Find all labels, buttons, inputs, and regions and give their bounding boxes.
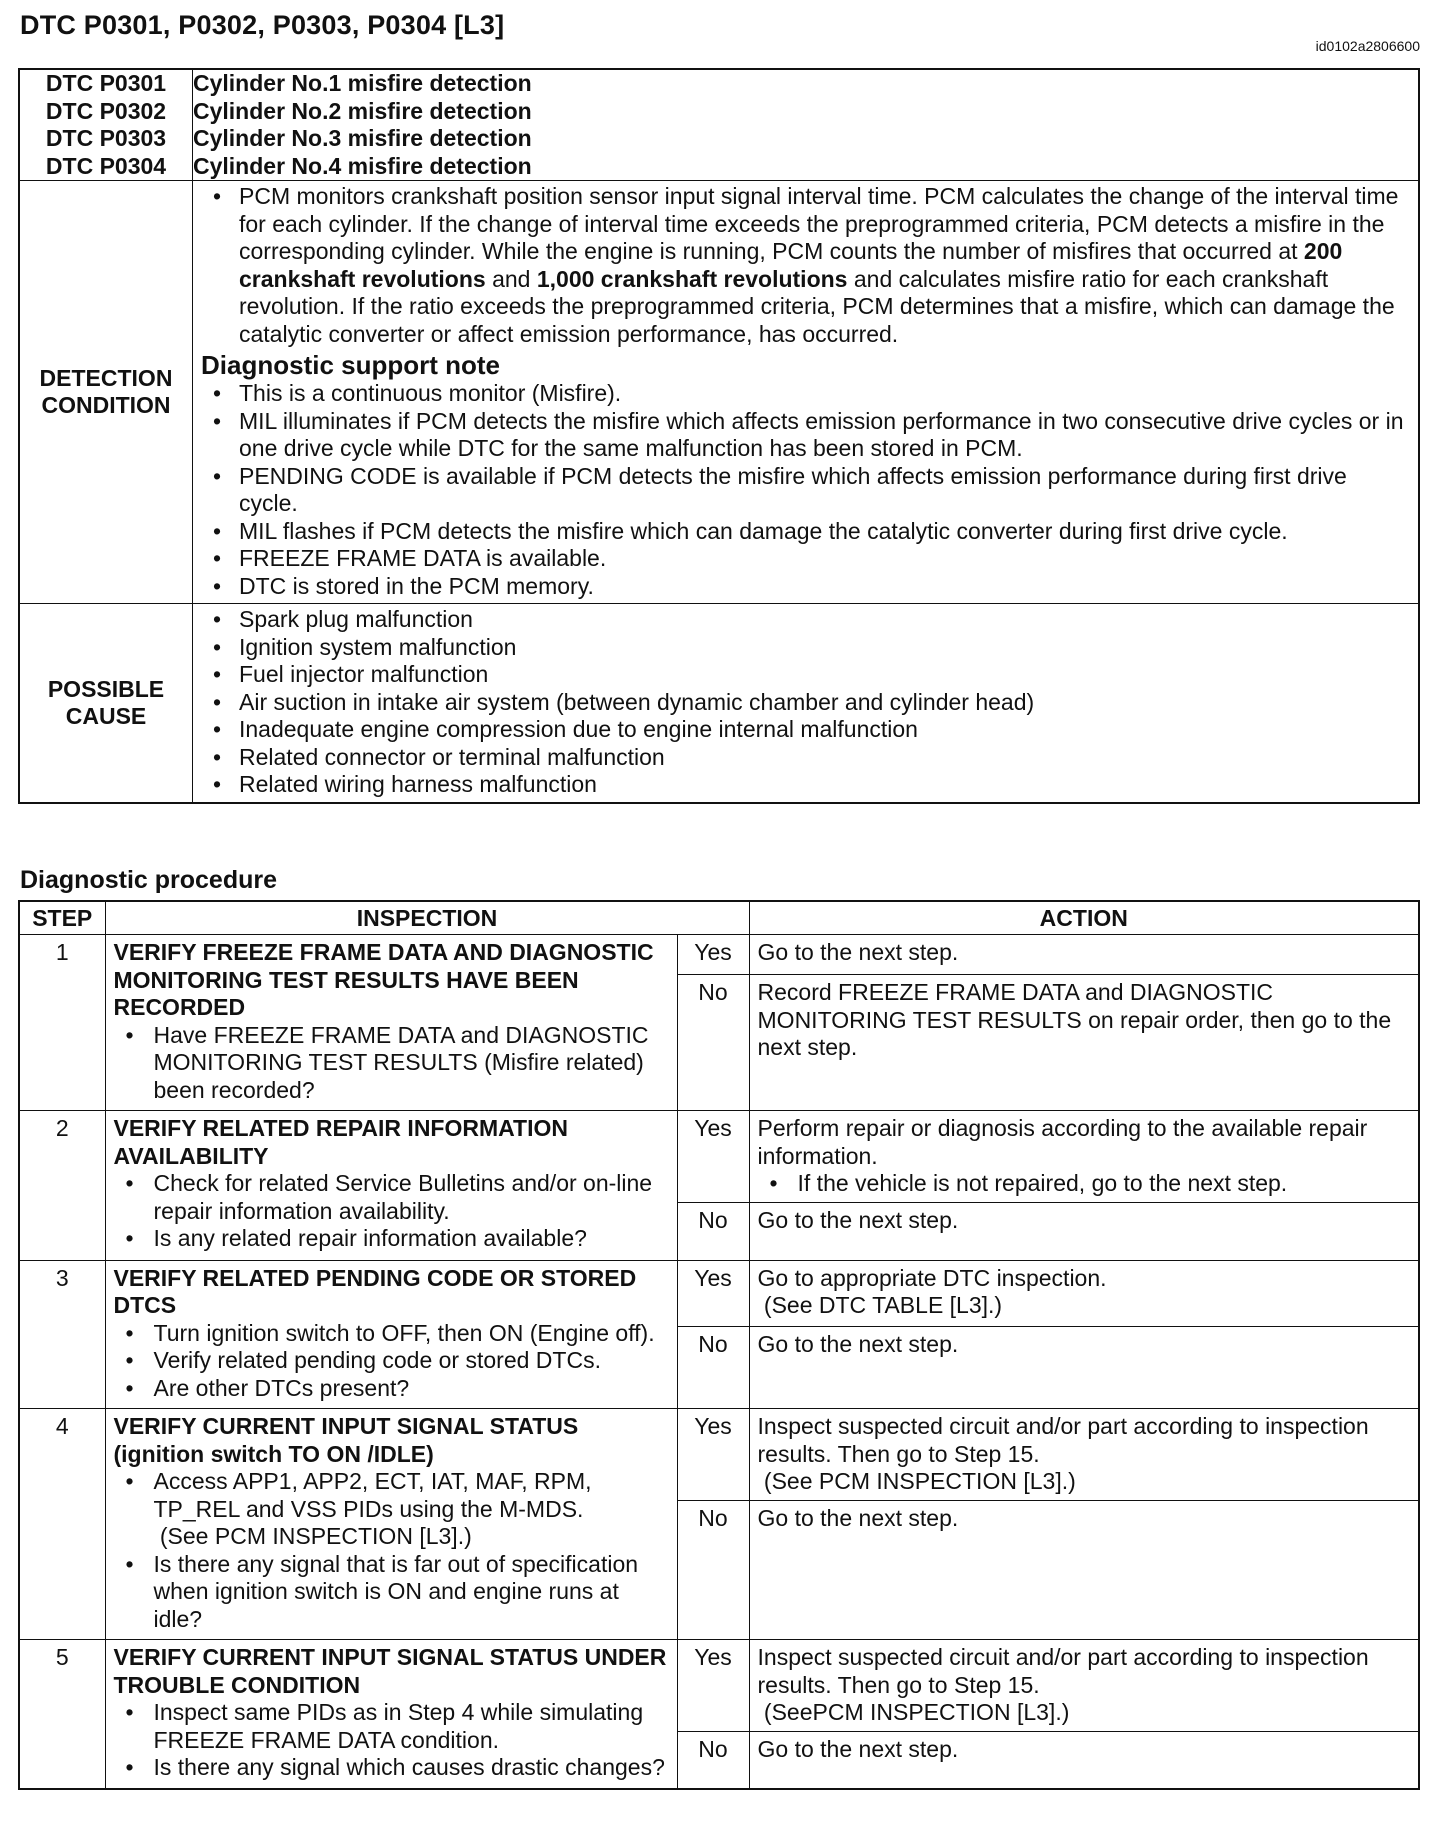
inspection-list <box>114 1699 669 1782</box>
diagnostic-procedure-table <box>18 900 1420 1790</box>
page-title: DTC P0301, P0302, P0303, P0304 [L3] <box>20 10 505 40</box>
step-title: VERIFY RELATED PENDING CODE OR STORED DTCS <box>113 1264 637 1318</box>
dtc-summary-table <box>18 68 1420 804</box>
step-inspection <box>105 1111 677 1261</box>
yes-label: Yes <box>677 1111 749 1203</box>
step-number: 5 <box>19 1640 105 1789</box>
detection-condition-content <box>193 181 1420 604</box>
inspection-item: • Is there any signal that is far out of specification when ignition switch is ON and engine runs at idle? <box>114 1551 669 1634</box>
inspection-item: • Have FREEZE FRAME DATA and DIAGNOSTIC MONITORING TEST RESULTS (Misfire related) been recorded? <box>114 1022 669 1105</box>
inspection-list <box>114 1022 669 1105</box>
action-reference: (See DTC TABLE [L3].) <box>757 1292 1003 1318</box>
cause-item: • Inadequate engine compression due to engine internal malfunction <box>201 716 1410 744</box>
no-action: Record FREEZE FRAME DATA and DIAGNOSTIC MONITORING TEST RESULTS on repair order, then go to the next step. <box>749 975 1419 1111</box>
note-item: • MIL illuminates if PCM detects the misfire which affects emission performance in two consecutive drive cycles or in one drive cycle while DTC for the same malfunction has been stored in PCM. <box>201 408 1410 463</box>
dtc-description: Cylinder No.2 misfire detection <box>193 97 532 124</box>
possible-cause-list <box>201 606 1410 799</box>
step-header: STEP <box>19 901 105 935</box>
inspection-header: INSPECTION <box>105 901 749 935</box>
inspection-item: • Turn ignition switch to OFF, then ON (Engine off). <box>114 1320 669 1348</box>
yes-label: Yes <box>677 1260 749 1326</box>
cause-item: • Spark plug malfunction <box>201 606 1410 634</box>
action-text: Go to appropriate DTC inspection. <box>757 1264 1107 1291</box>
step-number: 1 <box>19 935 105 1111</box>
no-action: Go to the next step. <box>749 1326 1419 1409</box>
step-number: 2 <box>19 1111 105 1261</box>
dtc-descriptions-cell <box>193 69 1420 181</box>
inspection-text: Access APP1, APP2, ECT, IAT, MAF, RPM, TP_REL and VSS PIDs using the M-MDS. <box>153 1468 592 1522</box>
action-text: Inspect suspected circuit and/or part according to inspection results. Then go to Step 15. <box>757 1644 1369 1698</box>
cause-item: • Related connector or terminal malfunction <box>201 744 1410 772</box>
no-label: No <box>677 1732 749 1789</box>
note-item: • DTC is stored in the PCM memory. <box>201 573 1410 601</box>
no-label: No <box>677 1326 749 1409</box>
dtc-code: DTC P0303 <box>45 125 167 151</box>
inspection-list <box>114 1468 669 1633</box>
diagnostic-procedure-heading: Diagnostic procedure <box>20 866 277 894</box>
step-row <box>19 1409 1419 1501</box>
no-action: Go to the next step. <box>749 1202 1419 1260</box>
label-line: POSSIBLE <box>47 675 165 702</box>
detection-main-list <box>201 183 1410 348</box>
possible-cause-content <box>193 604 1420 803</box>
step-inspection <box>105 1260 677 1409</box>
step-number: 3 <box>19 1260 105 1409</box>
step-title: VERIFY CURRENT INPUT SIGNAL STATUS UNDER TROUBLE CONDITION <box>113 1644 667 1698</box>
note-item: • This is a continuous monitor (Misfire). <box>201 380 1410 408</box>
dtc-description: Cylinder No.1 misfire detection <box>193 70 532 96</box>
no-label: No <box>677 975 749 1111</box>
step-row <box>19 935 1419 975</box>
action-list <box>758 1170 1410 1198</box>
yes-action <box>749 1111 1419 1203</box>
action-item: • If the vehicle is not repaired, go to the next step. <box>758 1170 1410 1198</box>
step-row <box>19 1640 1419 1732</box>
inspection-item: • Is any related repair information available? <box>114 1225 669 1253</box>
cause-item: • Related wiring harness malfunction <box>201 771 1410 799</box>
text-run: PCM monitors crankshaft position sensor input signal interval time. PCM calculates the change of the interval time for each cylinder. If the change of interval time exceeds the preprogrammed criteria, PCM detects a misfire in the corresponding cylinder. While the engine is running, PCM counts the number of misfires that occurred at <box>239 183 1399 264</box>
step-row <box>19 1111 1419 1203</box>
note-item: • MIL flashes if PCM detects the misfire which can damage the catalytic converter during first drive cycle. <box>201 518 1410 546</box>
inspection-reference: (See PCM INSPECTION [L3].) <box>153 1523 472 1549</box>
inspection-item: • Verify related pending code or stored DTCs. <box>114 1347 669 1375</box>
action-header: ACTION <box>749 901 1419 935</box>
label-line: CONDITION <box>41 392 171 418</box>
inspection-item: • Are other DTCs present? <box>114 1375 669 1403</box>
step-inspection <box>105 1409 677 1640</box>
dtc-codes-row <box>19 69 1419 181</box>
detection-condition-row <box>19 181 1419 604</box>
dtc-description: Cylinder No.3 misfire detection <box>193 125 532 151</box>
dtc-code: DTC P0304 <box>45 152 167 179</box>
note-item: • PENDING CODE is available if PCM detects the misfire which affects emission performance during first drive cycle. <box>201 463 1410 518</box>
label-line: CAUSE <box>65 702 147 729</box>
text-run: and calculates misfire ratio for each crankshaft revolution. If the ratio exceeds the preprogrammed criteria, PCM determines that a misfire, which can damage the catalytic converter or affect emission performance, has occurred. <box>239 265 1395 347</box>
dtc-codes-cell <box>19 69 193 181</box>
dtc-code: DTC P0302 <box>45 97 167 124</box>
action-text: Perform repair or diagnosis according to the available repair information. <box>757 1115 1368 1169</box>
step-inspection <box>105 1640 677 1789</box>
inspection-item: • Check for related Service Bulletins and/or on-line repair information availability. <box>114 1170 669 1225</box>
cause-item: • Air suction in intake air system (between dynamic chamber and cylinder head) <box>201 689 1410 717</box>
yes-action <box>749 1409 1419 1501</box>
detection-main-item <box>201 183 1410 348</box>
bold-run: 1,000 crankshaft revolutions <box>536 265 848 292</box>
procedure-header-row <box>19 901 1419 935</box>
dtc-code: DTC P0301 <box>45 70 167 96</box>
detection-condition-label <box>19 181 193 604</box>
dtc-description: Cylinder No.4 misfire detection <box>193 152 532 179</box>
step-inspection <box>105 935 677 1111</box>
step-number: 4 <box>19 1409 105 1640</box>
no-label: No <box>677 1501 749 1640</box>
diagnostic-support-note-heading: Diagnostic support note <box>201 350 500 380</box>
action-reference: (SeePCM INSPECTION [L3].) <box>757 1699 1070 1725</box>
step-title: VERIFY CURRENT INPUT SIGNAL STATUS (ignition switch TO ON /IDLE) <box>113 1413 579 1467</box>
bold-run: 200 crankshaft revolutions <box>239 238 1343 292</box>
yes-action <box>749 1640 1419 1732</box>
action-text: Inspect suspected circuit and/or part according to inspection results. Then go to Step 15. <box>757 1413 1369 1467</box>
inspection-item <box>114 1468 669 1551</box>
inspection-list <box>114 1170 669 1253</box>
diagnostic-notes-list <box>201 380 1410 600</box>
cause-item: • Ignition system malfunction <box>201 634 1410 662</box>
no-action: Go to the next step. <box>749 1501 1419 1640</box>
step-title: VERIFY FREEZE FRAME DATA AND DIAGNOSTIC MONITORING TEST RESULTS HAVE BEEN RECORDED <box>113 939 654 1020</box>
note-item: • FREEZE FRAME DATA is available. <box>201 545 1410 573</box>
step-row <box>19 1260 1419 1326</box>
inspection-list <box>114 1320 669 1403</box>
possible-cause-row <box>19 604 1419 803</box>
no-label: No <box>677 1202 749 1260</box>
yes-label: Yes <box>677 1640 749 1732</box>
step-title: VERIFY RELATED REPAIR INFORMATION AVAILABILITY <box>113 1115 568 1169</box>
text-run: and <box>485 265 537 292</box>
action-reference: (See PCM INSPECTION [L3].) <box>757 1468 1076 1494</box>
yes-label: Yes <box>677 1409 749 1501</box>
inspection-item: • Inspect same PIDs as in Step 4 while simulating FREEZE FRAME DATA condition. <box>114 1699 669 1754</box>
yes-label: Yes <box>677 935 749 975</box>
yes-action <box>749 1260 1419 1326</box>
no-action: Go to the next step. <box>749 1732 1419 1789</box>
document-id: id0102a2806600 <box>1315 38 1420 54</box>
possible-cause-label <box>19 604 193 803</box>
cause-item: • Fuel injector malfunction <box>201 661 1410 689</box>
inspection-item: • Is there any signal which causes drastic changes? <box>114 1754 669 1782</box>
label-line: DETECTION <box>39 365 173 391</box>
yes-action: Go to the next step. <box>749 935 1419 975</box>
